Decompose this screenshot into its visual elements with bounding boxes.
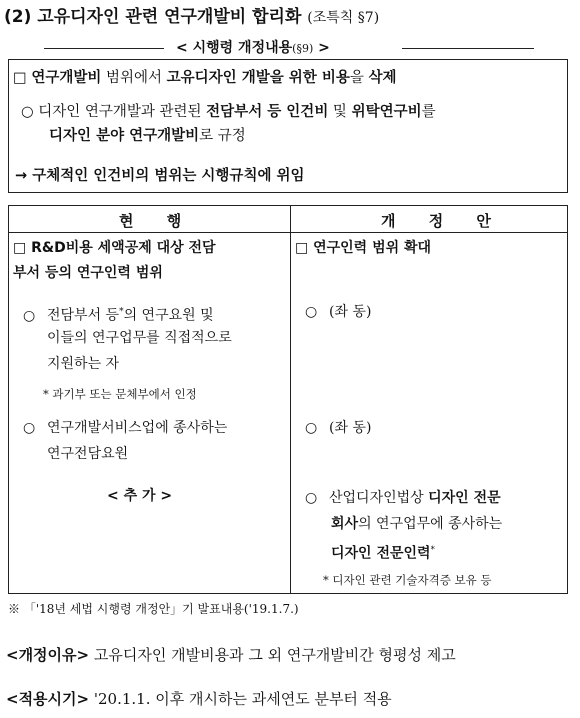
subheading	[176, 37, 330, 57]
checkbox-icon: □	[13, 240, 27, 256]
header-rule	[9, 232, 567, 233]
subheading-reference: (§9)	[292, 42, 314, 55]
summary-emph: 고유디자인 개발을 위한 비용	[166, 70, 350, 86]
right-title	[295, 236, 431, 260]
left-bullet-1-line-3: 지원하는 자	[47, 356, 120, 372]
right-note: * 디자인 관련 기술자격증 보유 등	[323, 573, 492, 587]
summary-line-2	[21, 100, 436, 121]
summary-text: 로 규정	[199, 128, 246, 144]
left-added-marker: < 추 가 >	[107, 488, 173, 504]
comparison-table	[8, 205, 568, 594]
footnote: ※ 「'18년 세법 시행령 개정안」기 발표내용('19.1.7.)	[8, 602, 299, 616]
title-reference: (조특칙 §7)	[307, 10, 380, 26]
left-title-line-2: 부서 등의 연구인력 범위	[13, 265, 163, 281]
left-bullet-1-text: 전담부서 등	[47, 307, 120, 324]
right-bullet-3	[305, 486, 501, 510]
subheading-rule-right	[402, 48, 534, 49]
checkbox-icon: □	[13, 70, 27, 86]
right-bullet-3-line-3	[331, 538, 435, 566]
effective-date	[6, 688, 392, 709]
right-bullet-3-line-2	[331, 512, 502, 536]
summary-emph: 디자인 분야 연구개발비	[49, 128, 200, 144]
summary-line-4: → 구체적인 인건비의 범위는 시행규칙에 위임	[15, 168, 305, 184]
summary-line-1	[13, 66, 396, 87]
left-title-line-1: R&D비용 세액공제 대상 전담	[31, 240, 216, 256]
revision-reason	[6, 644, 456, 665]
right-same-text: (좌 동)	[329, 420, 372, 436]
summary-text: 및	[328, 104, 352, 120]
left-bullet-2-line-2: 연구전담요원	[47, 446, 129, 462]
subheading-rule-left	[44, 48, 164, 49]
summary-text: 를	[421, 104, 436, 120]
left-title	[13, 236, 216, 260]
bullet-circle-icon: ○	[21, 104, 34, 120]
bullet-circle-icon: ○	[305, 420, 318, 436]
bullet-circle-icon: ○	[305, 304, 318, 320]
left-bullet-2-text: 연구개발서비스업에 종사하는	[47, 420, 228, 436]
bullet-circle-icon: ○	[23, 420, 36, 436]
summary-emph: 삭제	[368, 70, 397, 86]
left-bullet-1-text: 의 연구요원 및	[123, 307, 214, 324]
bullet-circle-icon: ○	[23, 307, 36, 324]
section-title	[4, 2, 379, 27]
subheading-text: < 시행령 개정내용	[176, 40, 293, 56]
header-current: 현 행	[119, 212, 196, 230]
right-title-text: 연구인력 범위 확대	[313, 240, 432, 256]
revision-reason-label: <개정이유>	[6, 646, 90, 664]
right-bullet-3-emph: 디자인 전문	[428, 490, 501, 506]
left-bullet-2	[23, 416, 227, 440]
right-same-1	[305, 300, 371, 324]
effective-date-label: <적용시기>	[6, 690, 90, 708]
effective-date-text: '20.1.1. 이후 개시하는 과세연도 분부터 적용	[89, 690, 392, 708]
summary-text: 디자인 연구개발과 관련된	[33, 104, 207, 120]
right-bullet-3-emph: 디자인 전문인력	[331, 545, 431, 562]
left-note: * 과기부 또는 문체부에서 인정	[43, 387, 197, 401]
title-text: (2) 고유디자인 관련 연구개발비 합리화	[4, 7, 302, 27]
summary-text: 범위에서	[101, 70, 167, 86]
bullet-circle-icon: ○	[305, 490, 318, 506]
header-revised: 개 정 안	[381, 212, 505, 230]
subheading-close: >	[313, 40, 330, 56]
summary-emph: 위탁연구비	[351, 104, 422, 120]
right-bullet-3-emph: 회사	[331, 516, 359, 532]
summary-emph: 연구개발비	[31, 70, 102, 86]
revision-reason-text: 고유디자인 개발비용과 그 외 연구개발비간 형평성 제고	[89, 646, 456, 664]
right-same-2	[305, 416, 371, 440]
right-bullet-3-text: 의 연구업무에 종사하는	[358, 516, 503, 532]
summary-box	[8, 59, 568, 193]
summary-emph: 전담부서 등 인건비	[206, 104, 329, 120]
left-bullet-1	[23, 300, 214, 328]
checkbox-icon: □	[295, 240, 309, 256]
right-bullet-3-text: 산업디자인법상	[329, 490, 429, 506]
right-same-text: (좌 동)	[329, 304, 372, 320]
left-bullet-1-line-2: 이들의 연구업무를 직접적으로	[47, 330, 232, 346]
footnote-star: *	[119, 307, 124, 317]
footnote-star: *	[430, 545, 436, 555]
column-divider	[290, 206, 291, 593]
summary-text: 을	[349, 70, 369, 86]
summary-line-3	[49, 124, 246, 145]
